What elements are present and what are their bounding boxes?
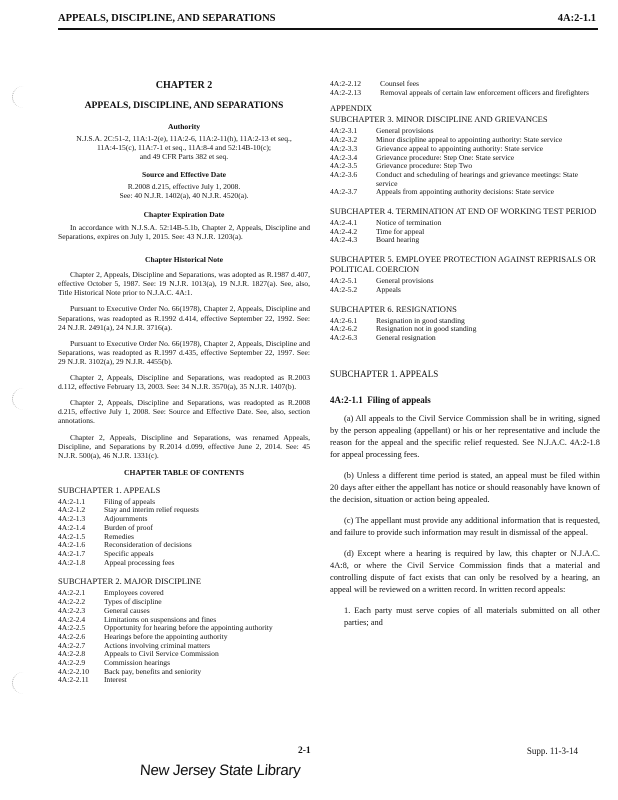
section-paragraph: (c) The appellant must provide any additional information that is requested, and failure to provide such information may result in dismissal of the appeal.: [330, 515, 600, 537]
toc-item: 4A:2-2.6 Hearings before the appointing authority: [58, 631, 228, 641]
authority-heading: Authority: [167, 122, 201, 131]
toc-appendix: APPENDIX: [330, 103, 373, 114]
library-stamp: New Jersey State Library: [139, 762, 301, 779]
toc-item: 4A:2-1.5 Remedies: [58, 531, 134, 541]
source-text: R.2008 d.215, effective July 1, 2008. See: 40 N.J.R. 1402(a), 40 N.J.R. 4520(a).: [119, 182, 249, 200]
history-note: Pursuant to Executive Order No. 66(1978), Chapter 2, Appeals, Discipline and Separations, was readopted as R.1997 d.435, effective September 22, 1997. See: 29 N.J.R. 3102(a), 29 N.J.R. 4455(b).: [58, 338, 310, 366]
section-paragraph: (d) Except where a hearing is required by law, this chapter or N.J.A.C. 4A:8, or where the Civil Service Commission finds that a material and controlling dispute of fact exists that can only be resolved by a hearing, an appeal will be reviewed on a written record. In written record appeals:: [330, 548, 600, 594]
left-column: [58, 80, 310, 685]
toc-subchapter-2: SUBCHAPTER 2. MAJOR DISCIPLINE: [58, 576, 202, 587]
toc-item: 4A:2-1.1 Filing of appeals: [58, 496, 156, 506]
toc-item: 4A:2-1.8 Appeal processing fees: [58, 557, 175, 567]
toc-item: 4A:2-6.2 Resignation not in good standing: [330, 324, 477, 334]
right-column: [330, 80, 600, 638]
toc-item: 4A:2-6.3 General resignation: [330, 332, 436, 342]
toc-item: 4A:2-2.10 Back pay, benefits and seniority: [58, 666, 202, 676]
chapter-number: CHAPTER 2: [155, 80, 213, 91]
history-note: Chapter 2, Appeals, Discipline and Separations, was renamed Appeals, Discipline, and Separations by R.2014 d.099, effective June 2, 2014. See: 45 N.J.R. 500(a), 46 N.J.R. 1331(c).: [58, 432, 310, 460]
toc-item: 4A:2-2.7 Actions involving criminal matters: [58, 640, 211, 650]
toc-list-sub3: [330, 127, 600, 197]
history-note: Chapter 2, Appeals, Discipline and Separations, was readopted as R.2008 d.215, effective July 1, 2008. See: Source and Effective Date. See, also, section annotations.: [58, 398, 310, 426]
toc-item: 4A:2-2.2 Types of discipline: [58, 597, 162, 607]
toc-item: 4A:2-1.6 Reconsideration of decisions: [58, 540, 192, 550]
toc-item: 4A:2-2.13 Removal appeals of certain law enforcement officers and firefighters: [330, 87, 590, 97]
toc-item: 4A:2-3.6 Conduct and scheduling of hearings and grievance meetings: State service: [330, 169, 579, 188]
authority-text: N.J.S.A. 2C:51-2, 11A:1-2(e), 11A:2-6, 11A:2-11(h), 11A:2-13 et seq., 11A:4-15(c), 11A:7-1 et seq., 11A:8-4 and 52:14B-10(c); and 49 CFR Parts 382 et seq.: [76, 134, 292, 161]
toc-subchapter-3: SUBCHAPTER 3. MINOR DISCIPLINE AND GRIEVANCES: [330, 114, 548, 125]
toc-item: 4A:2-3.1 General provisions: [330, 126, 434, 136]
toc-item: 4A:2-2.5 Opportunity for hearing before the appointing authority: [58, 623, 273, 633]
toc-item: 4A:2-2.12 Counsel fees: [330, 79, 420, 88]
running-header-code: 4A:2-1.1: [557, 13, 596, 24]
section-heading: 4A:2-1.1 Filing of appeals: [330, 394, 431, 405]
toc-item: 4A:2-1.7 Specific appeals: [58, 549, 154, 558]
toc-list-sub4: [330, 219, 600, 245]
toc-item: 4A:2-1.2 Stay and interim relief requests: [58, 505, 199, 515]
toc-item: 4A:2-3.7 Appeals from appointing authority decisions: State service: [330, 187, 554, 197]
toc-list-sub2-cont: [330, 80, 600, 97]
supplement-date: Supp. 11-3-14: [526, 746, 578, 756]
toc-subchapter-1: SUBCHAPTER 1. APPEALS: [58, 484, 161, 495]
toc-item: 4A:2-3.3 Grievance appeal to appointing authority: State service: [330, 143, 544, 153]
toc-list-sub2: [58, 589, 310, 685]
toc-item: 4A:2-3.5 Grievance procedure: Step Two: [330, 161, 473, 171]
history-note: Chapter 2, Appeals, Discipline and Separations, was readopted as R.2003 d.112, effective February 13, 2003. See: 34 N.J.R. 3570(a), 35 N.J.R. 1407(b).: [58, 373, 310, 392]
section-paragraph: (b) Unless a different time period is stated, an appeal must be filed within 20 days after either the appellant has notice or should reasonably have known of the decision, situation or action being appealed.: [330, 470, 600, 504]
toc-subchapter-6: SUBCHAPTER 6. RESIGNATIONS: [330, 303, 457, 314]
toc-item: 4A:2-2.11 Interest: [58, 675, 127, 685]
section-paragraph: (a) All appeals to the Civil Service Commission shall be in writing, signed by the person appealing (appellant) or his or her representative and include the reason for the appeal and the specific relief requested. See N.J.A.C. 4A:2-1.8 for appeal processing fees.: [330, 413, 600, 459]
subchapter-1-heading: SUBCHAPTER 1. APPEALS: [330, 368, 439, 379]
history-note: Pursuant to Executive Order No. 66(1978), Chapter 2, Appeals, Discipline and Separations, was readopted as R.1992 d.414, effective September 22, 1992. See: 24 N.J.R. 2491(a), 24 N.J.R. 3716(a).: [58, 304, 310, 332]
binder-hole-mark: [12, 672, 35, 694]
toc-item: 4A:2-2.3 General causes: [58, 605, 150, 615]
toc-item: 4A:2-5.2 Appeals: [330, 284, 401, 294]
history-heading: Chapter Historical Note: [145, 255, 223, 265]
binder-hole-mark: [12, 86, 35, 108]
toc-item: 4A:2-4.2 Time for appeal: [330, 226, 425, 236]
toc-item: 4A:2-1.3 Adjournments: [58, 514, 148, 524]
header-rule: [58, 28, 598, 30]
toc-heading: CHAPTER TABLE OF CONTENTS: [124, 467, 244, 477]
toc-item: 4A:2-5.1 General provisions: [330, 276, 434, 286]
toc-list-sub6: [330, 317, 600, 343]
toc-subchapter-5: SUBCHAPTER 5. EMPLOYEE PROTECTION AGAINST REPRISALS OR POLITICAL COERCION: [330, 254, 596, 275]
toc-item: 4A:2-2.8 Appeals to Civil Service Commission: [58, 649, 219, 659]
toc-item: 4A:2-3.2 Minor discipline appeal to appointing authority: State service: [330, 135, 563, 145]
toc-list-sub5: [330, 277, 600, 294]
expiration-text: In accordance with N.J.S.A. 52:14B-5.1b, Chapter 2, Appeals, Discipline and Separations, expires on July 1, 2015. See: 43 N.J.R. 1203(a).: [58, 223, 310, 242]
toc-item: 4A:2-4.3 Board hearing: [330, 235, 420, 245]
binder-hole-mark: [12, 388, 35, 410]
toc-subchapter-4: SUBCHAPTER 4. TERMINATION AT END OF WORKING TEST PERIOD: [330, 206, 597, 217]
section-paragraph: 1. Each party must serve copies of all materials submitted on all other parties; and: [344, 605, 600, 627]
toc-list-sub1: [58, 498, 310, 568]
toc-item: 4A:2-4.1 Notice of termination: [330, 218, 442, 228]
source-heading: Source and Effective Date: [141, 170, 226, 179]
toc-item: 4A:2-6.1 Resignation in good standing: [330, 315, 465, 325]
toc-item: 4A:2-2.1 Employees covered: [58, 588, 164, 598]
toc-item: 4A:2-2.9 Commission hearings: [58, 658, 171, 668]
expiration-heading: Chapter Expiration Date: [143, 210, 225, 219]
chapter-title: APPEALS, DISCIPLINE, AND SEPARATIONS: [84, 100, 284, 111]
history-note: Chapter 2, Appeals, Discipline and Separations, was adopted as R.1987 d.407, effective October 5, 1987. See: 19 N.J.R. 1013(a), 19 N.J.R. 1827(a). See, also, Title Historical Note prior to N.J.A.C. 4A:1.: [58, 270, 310, 298]
toc-item: 4A:2-2.4 Limitations on suspensions and fines: [58, 614, 217, 624]
toc-item: 4A:2-3.4 Grievance procedure: Step One: State service: [330, 152, 515, 162]
running-header-title: APPEALS, DISCIPLINE, AND SEPARATIONS: [58, 13, 276, 24]
toc-item: 4A:2-1.4 Burden of proof: [58, 522, 153, 532]
page-number: 2-1: [298, 746, 311, 756]
